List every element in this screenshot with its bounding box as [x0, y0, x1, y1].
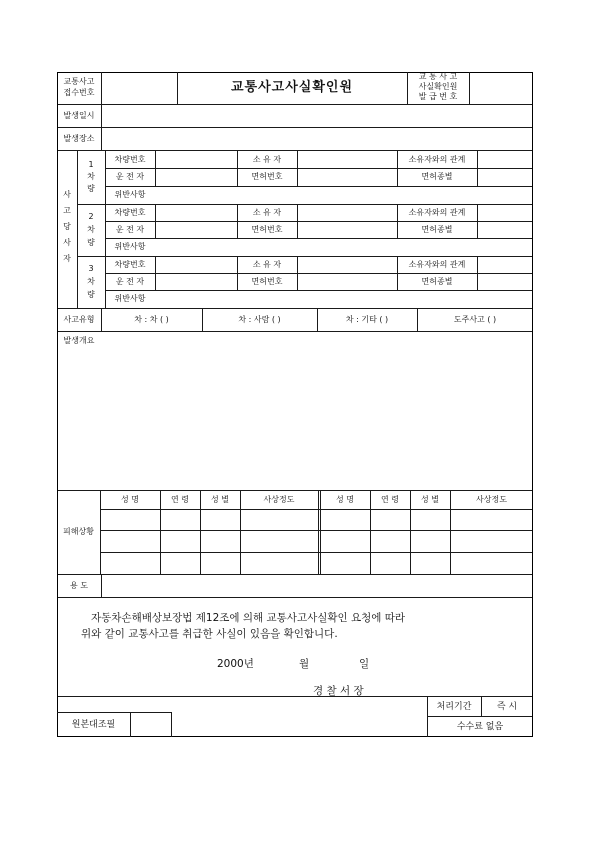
vehicle1-plate-label: 차량번호	[114, 155, 146, 164]
rule-v2-row2	[105, 238, 533, 239]
rule-v3-col5	[477, 256, 478, 290]
vehicle1-char2: 량	[87, 184, 95, 193]
rule-v2-col5	[477, 204, 478, 238]
rule-damage-v4a	[318, 490, 319, 574]
vehicle3-owner-label: 소 유 자	[252, 260, 282, 269]
vehicle2-relation-label: 소유자와의 관계	[408, 208, 466, 217]
rule-v2-col1	[155, 204, 156, 238]
form-right-border	[532, 72, 533, 737]
rule-purpose-bottom	[57, 597, 533, 598]
rule-damage-row1	[100, 509, 533, 510]
damage-header-name-2: 성 명	[336, 495, 354, 504]
rule-v2-bottom	[77, 256, 533, 257]
statement-year: 2000년	[217, 658, 254, 670]
rule-purpose-v	[101, 574, 102, 597]
statement-month: 월	[299, 658, 310, 670]
rule-overview-bottom	[57, 490, 533, 491]
rule-v3-col3	[297, 256, 298, 290]
rule-parties-bottom	[57, 308, 533, 309]
rule-v1-col1	[155, 150, 156, 186]
rule-header-v1	[101, 72, 102, 104]
vehicle3-char1: 차	[87, 277, 95, 286]
fee-label: 수수료 없음	[456, 722, 504, 732]
place-label: 발생장소	[63, 134, 95, 143]
vehicle1-license-type-label: 면허종별	[421, 172, 453, 181]
parties-label-char5: 자	[63, 254, 71, 263]
date-label: 발생일시	[63, 111, 95, 120]
rule-place-bottom	[57, 150, 533, 151]
vehicle2-plate-label: 차량번호	[114, 208, 146, 217]
processing-period-value: 즉 시	[496, 702, 518, 712]
statement-line2: 위와 같이 교통사고를 취급한 사실이 있음을 확인합니다.	[81, 628, 338, 640]
vehicle3-license-type-label: 면허종별	[421, 277, 453, 286]
statement-day: 일	[359, 658, 370, 670]
issue-no-label-line2: 사실확인원	[418, 82, 458, 91]
vehicle3-license-no-label: 면허번호	[251, 277, 283, 286]
damage-header-sex-2: 성 별	[421, 495, 439, 504]
vehicle3-plate-label: 차량번호	[114, 260, 146, 269]
receipt-no-label-line2: 접수번호	[63, 88, 95, 97]
rule-v3-row1	[105, 273, 533, 274]
form-left-border	[57, 72, 58, 737]
rule-v1-bottom	[77, 204, 533, 205]
rule-header-bottom	[57, 104, 533, 105]
rule-damage-row3	[100, 552, 533, 553]
rule-damage-row2	[100, 530, 533, 531]
rule-date-bottom	[57, 127, 533, 128]
vehicle1-owner-label: 소 유 자	[252, 155, 282, 164]
parties-label-char1: 사	[63, 190, 71, 199]
rule-original-v2	[171, 712, 172, 737]
original-check-label: 원본대조필	[71, 720, 116, 730]
damage-label: 피해상황	[63, 527, 94, 536]
parties-label-char2: 고	[63, 206, 71, 215]
rule-statement-bottom	[57, 696, 533, 697]
form-bottom-border	[57, 736, 533, 737]
page-title: 교통사고사실확인원	[230, 80, 354, 95]
vehicle1-driver-label: 운 전 자	[115, 172, 145, 181]
rule-v2-col3	[297, 204, 298, 238]
parties-label-char4: 사	[63, 238, 71, 247]
rule-v1-col3	[297, 150, 298, 186]
vehicle3-num: 3	[88, 264, 94, 273]
parties-label-char3: 당	[63, 222, 71, 231]
rule-damage-bottom	[57, 574, 533, 575]
vehicle3-violation-label: 위반사항	[114, 294, 146, 303]
rule-dateplace-v	[101, 104, 102, 150]
vehicle2-owner-label: 소 유 자	[252, 208, 282, 217]
receipt-no-label-line1: 교통사고	[63, 77, 95, 86]
rule-v3-col1	[155, 256, 156, 290]
rule-period-bottom	[427, 716, 533, 717]
rule-original-top	[57, 712, 171, 713]
vehicle2-violation-label: 위반사항	[114, 242, 146, 251]
vehicle3-char2: 량	[87, 290, 95, 299]
vehicle2-driver-label: 운 전 자	[115, 225, 145, 234]
statement-signer: 경 찰 서 장	[313, 685, 364, 697]
accident-type-option-car-car: 차 : 차 ( )	[134, 315, 169, 324]
vehicle2-num: 2	[88, 212, 94, 221]
damage-header-age-2: 연 령	[381, 495, 399, 504]
damage-header-injury-2: 사상정도	[476, 495, 507, 504]
rule-v3-row2	[105, 290, 533, 291]
purpose-label: 용 도	[70, 581, 88, 590]
vehicle2-char1: 차	[87, 225, 95, 234]
rule-type-bottom	[57, 331, 533, 332]
issue-no-label-line1: 교 통 사 고	[418, 72, 458, 81]
vehicle3-driver-label: 운 전 자	[115, 277, 145, 286]
accident-type-option-car-other: 차 : 기타 ( )	[345, 315, 389, 324]
accident-type-option-hit-and-run: 도주사고 ( )	[453, 315, 497, 324]
accident-certificate-form	[57, 72, 533, 737]
rule-v1-row2	[105, 186, 533, 187]
statement-line1: 자동차손해배상보장법 제12조에 의해 교통사고사실확인 요청에 따라	[91, 612, 406, 624]
rule-original-v1	[130, 712, 131, 737]
vehicle1-char1: 차	[87, 172, 95, 181]
damage-header-age-1: 연 령	[171, 495, 189, 504]
accident-type-option-car-person: 차 : 사람 ( )	[238, 315, 281, 324]
vehicle2-license-no-label: 면허번호	[251, 225, 283, 234]
vehicle1-relation-label: 소유자와의 관계	[408, 155, 466, 164]
vehicle3-relation-label: 소유자와의 관계	[408, 260, 466, 269]
vehicle2-license-type-label: 면허종별	[421, 225, 453, 234]
issue-no-label-line3: 발 급 번 호	[418, 92, 458, 101]
rule-v2-row1	[105, 221, 533, 222]
overview-label: 발생개요	[63, 336, 95, 345]
rule-v1-col5	[477, 150, 478, 186]
damage-header-sex-1: 성 별	[211, 495, 229, 504]
processing-period-label: 처리기간	[436, 702, 472, 712]
vehicle1-num: 1	[88, 160, 94, 169]
damage-header-injury-1: 사상정도	[263, 495, 295, 504]
vehicle1-violation-label: 위반사항	[114, 190, 146, 199]
rule-header-v4	[469, 72, 470, 104]
vehicle2-char2: 량	[87, 238, 95, 247]
accident-type-label: 사고유형	[63, 315, 95, 324]
damage-header-name-1: 성 명	[121, 495, 139, 504]
rule-v1-row1	[105, 168, 533, 169]
vehicle1-license-no-label: 면허번호	[251, 172, 283, 181]
